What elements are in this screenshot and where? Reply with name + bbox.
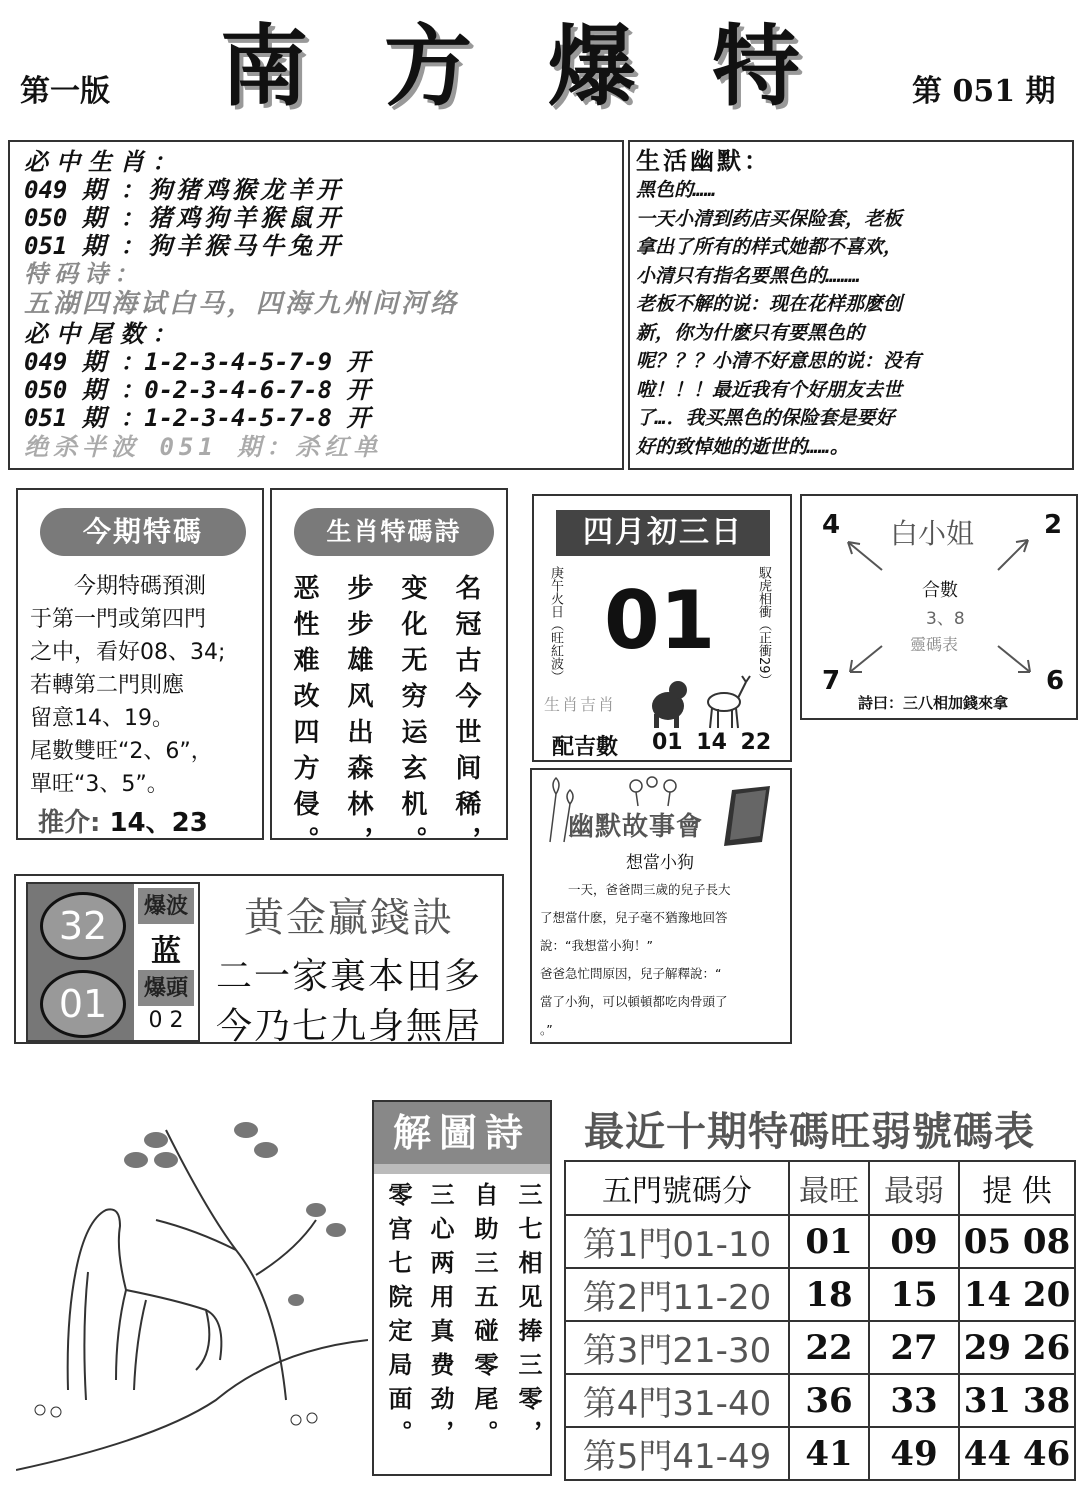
right-side-note: 馭虎相衝（正衝29）	[756, 566, 771, 687]
deer-icon	[702, 674, 752, 730]
col-text: 三心两用真费劲，	[426, 1182, 455, 1454]
hot-cell: 18	[789, 1268, 869, 1321]
zodiac-value: ：猪鸡狗羊猴鼠开	[120, 204, 345, 232]
door-cell: 第1門01-10	[565, 1215, 789, 1268]
humor-line: 黑色的……	[636, 179, 716, 201]
table-row	[565, 1215, 1075, 1268]
cold-cell: 33	[869, 1374, 959, 1427]
offer-cell: 14 20	[959, 1268, 1075, 1321]
picture-poem-title: 解圖詩	[374, 1102, 550, 1164]
header-cell: 最旺	[789, 1161, 869, 1215]
poem-column	[338, 574, 378, 862]
text-line: 之中，看好08、34;	[30, 640, 226, 665]
num-ball: 01	[40, 970, 126, 1038]
title-char: 爆	[547, 14, 636, 118]
title-char: 南	[220, 14, 309, 118]
header-cell: 提 供	[959, 1161, 1075, 1215]
story-line: 。”	[540, 1022, 553, 1037]
poem-column	[464, 1182, 504, 1454]
humor-heading: 生活幽默：	[636, 147, 771, 175]
special-code-text	[30, 570, 262, 801]
recommend-line	[38, 802, 208, 839]
tail-value: ：1-2-3-4-5-7-8 开	[120, 404, 371, 432]
col-text: 零宫七院定局面。	[384, 1182, 413, 1454]
calendar-day: 01	[604, 574, 716, 667]
number-tr: 2	[1044, 510, 1063, 540]
text-line: 留意14、19。	[30, 706, 174, 731]
story-text	[540, 876, 790, 1044]
poem-column	[446, 574, 486, 862]
poem-column	[392, 574, 432, 862]
tail-row	[24, 348, 608, 376]
period: 051 期	[24, 404, 106, 432]
zodiac-poem-panel	[270, 488, 508, 862]
period: 049 期	[24, 176, 106, 204]
zodiac-row	[24, 176, 608, 204]
period: 051 期	[24, 232, 106, 260]
story-line: 爸爸急忙問原因，兒子解釋說：“	[540, 966, 722, 981]
tail-row	[24, 404, 608, 432]
title-char: 特	[711, 14, 800, 118]
zodiac-value: ：狗猪鸡猴龙羊开	[120, 176, 345, 204]
poem-divider	[374, 1164, 550, 1174]
table-row	[565, 1427, 1075, 1480]
recommend-value: 14、23	[109, 808, 208, 838]
kill-line: 绝杀半波 051 期：杀红单	[24, 433, 383, 461]
hot-cell: 36	[789, 1374, 869, 1427]
color-label: 蓝	[151, 934, 181, 969]
cold-cell: 49	[869, 1427, 959, 1480]
tail-value: ：0-2-3-4-6-7-8 开	[120, 376, 371, 404]
table-row	[565, 1374, 1075, 1427]
zodiac-row	[24, 232, 608, 260]
story-banner: 幽默故事會	[568, 812, 704, 842]
door-cell: 第5門41-49	[565, 1427, 789, 1480]
cold-cell: 15	[869, 1268, 959, 1321]
humor-line: 呢？？？小清不好意思的说：没有	[636, 350, 922, 372]
col-text: 自助三五碰零尾。	[470, 1182, 499, 1454]
poem-column	[508, 1182, 548, 1454]
poem-column	[284, 574, 324, 862]
table-title: 最近十期特碼旺弱號碼表	[584, 1108, 1035, 1155]
miss-bai-poem: 詩曰：三八相加錢來拿	[858, 694, 1009, 712]
cold-cell: 09	[869, 1215, 959, 1268]
picture-poem-panel	[372, 1100, 552, 1476]
lucky-label: 配吉數	[552, 734, 619, 760]
humor-line: 拿出了所有的样式她都不喜欢，	[636, 236, 903, 258]
table-row	[565, 1268, 1075, 1321]
door-cell: 第4門31-40	[565, 1374, 789, 1427]
col-text: 步步雄风出森林，	[343, 574, 373, 862]
tail-heading: 必中尾数：	[24, 320, 184, 348]
col-text: 三七相见捧三零，	[514, 1182, 543, 1454]
number-bl: 7	[822, 666, 841, 696]
gold-panel	[14, 874, 504, 1047]
humor-line: 老板不解的说：现在花样那麽创	[636, 293, 903, 315]
header-cell: 最弱	[869, 1161, 959, 1215]
text-line: 尾數雙旺“2、6”，	[30, 739, 213, 764]
book-icon	[718, 784, 774, 848]
door-cell: 第2門11-20	[565, 1268, 789, 1321]
offer-cell: 31 38	[959, 1374, 1075, 1427]
special-code-title: 今期特碼	[40, 508, 246, 556]
header-cell: 五門號碼分	[565, 1161, 789, 1215]
zodiac-heading: 必中生肖：	[24, 148, 184, 176]
col-text: 变化无穷运玄机。	[397, 574, 427, 862]
text-line: 今期特碼預測	[74, 574, 207, 599]
text-line: 單旺“3、5”。	[30, 772, 169, 797]
tail-value: ：1-2-3-4-5-7-9 开	[120, 348, 371, 376]
label-box: 爆頭	[138, 970, 194, 1006]
story-line: 了想當什麽，兒子毫不猶豫地回答	[540, 910, 728, 925]
num-ball: 32	[40, 892, 126, 960]
zodiac-poem-title: 生肖特碼詩	[294, 508, 494, 556]
cold-cell: 27	[869, 1321, 959, 1374]
gold-line: 二一家裏本田多	[216, 956, 483, 997]
tail-row	[24, 376, 608, 404]
offer-cell: 05 08	[959, 1215, 1075, 1268]
col-text: 恶性难改四方侵。	[289, 574, 319, 862]
humor-line: 好的致悼她的逝世的……。	[636, 435, 849, 458]
miss-bai-panel	[800, 494, 1078, 720]
number-br: 6	[1046, 666, 1065, 696]
zodiac-row	[24, 204, 608, 232]
hot-cell: 22	[789, 1321, 869, 1374]
predictions-panel	[8, 140, 624, 470]
period: 049 期	[24, 348, 106, 376]
code-label: 0 2	[148, 1008, 184, 1033]
monkey-icon	[644, 676, 692, 728]
lucky-numbers: 01 14 22	[652, 730, 772, 755]
poem-column	[378, 1182, 418, 1454]
stamp-text: 生肖吉肖	[544, 695, 617, 714]
poem-heading: 特码诗：	[24, 260, 144, 288]
sum-value: 3、8	[926, 609, 965, 629]
table-header-row	[565, 1161, 1075, 1215]
hot-cell: 41	[789, 1427, 869, 1480]
calendar-panel	[532, 494, 792, 762]
door-cell: 第3門21-30	[565, 1321, 789, 1374]
story-panel	[530, 768, 792, 1044]
recommend-label: 推介:	[38, 808, 101, 838]
humor-line: 一天小清到药店买保险套，老板	[636, 207, 903, 230]
masthead-title	[220, 0, 800, 120]
humor-panel	[628, 140, 1074, 470]
zodiac-value: ：狗羊猴马牛兔开	[120, 232, 345, 260]
offer-cell: 44 46	[959, 1427, 1075, 1480]
period: 050 期	[24, 204, 106, 232]
special-code-panel	[16, 488, 264, 840]
offer-cell: 29 26	[959, 1321, 1075, 1374]
sum-note: 靈碼表	[910, 635, 959, 654]
left-side-note: 庚午火日（旺紅波）	[548, 566, 563, 683]
sum-label: 合數	[922, 580, 958, 601]
story-title: 想當小狗	[626, 853, 694, 873]
issue-label: 第 051 期	[912, 74, 1056, 109]
text-line: 若轉第二門則應	[30, 673, 185, 698]
edition-label: 第一版	[20, 74, 110, 109]
poem-line: 五湖四海试白马，四海九州问河络	[24, 289, 460, 319]
gold-title: 黄金贏錢訣	[244, 895, 454, 941]
story-line: 說：“我想當小狗！”	[540, 938, 653, 953]
miss-bai-name: 白小姐	[890, 517, 975, 550]
text-line: 于第一門或第四門	[30, 607, 207, 632]
number-tl: 4	[822, 510, 841, 540]
horse-illustration-panel	[16, 1100, 368, 1476]
hot-cold-table	[564, 1160, 1076, 1481]
poem-column	[420, 1182, 460, 1454]
table-row	[565, 1321, 1075, 1374]
humor-line: 啦！！！最近我有个好朋友去世	[636, 378, 903, 401]
period: 050 期	[24, 376, 106, 404]
col-text: 名冠古今世间稀，	[451, 574, 481, 862]
title-char: 方	[383, 14, 472, 118]
humor-line: 小清只有指名要黑色的………	[636, 264, 861, 287]
hot-cell: 01	[789, 1215, 869, 1268]
story-line: 一天，爸爸問三歲的兒子長大	[568, 882, 731, 897]
label-box: 爆波	[138, 888, 194, 924]
story-line: 當了小狗，可以頓頓都吃肉骨頭了	[540, 994, 728, 1009]
gold-grid	[26, 882, 200, 1042]
gold-line: 今乃七九身無居	[216, 1006, 483, 1047]
horse-drawing	[16, 1100, 368, 1476]
date-title: 四月初三日	[556, 510, 770, 556]
humor-line: 了…．我买黑色的保险套是要好	[636, 407, 895, 429]
humor-line: 新，你为什麽只有要黑色的	[636, 321, 865, 344]
